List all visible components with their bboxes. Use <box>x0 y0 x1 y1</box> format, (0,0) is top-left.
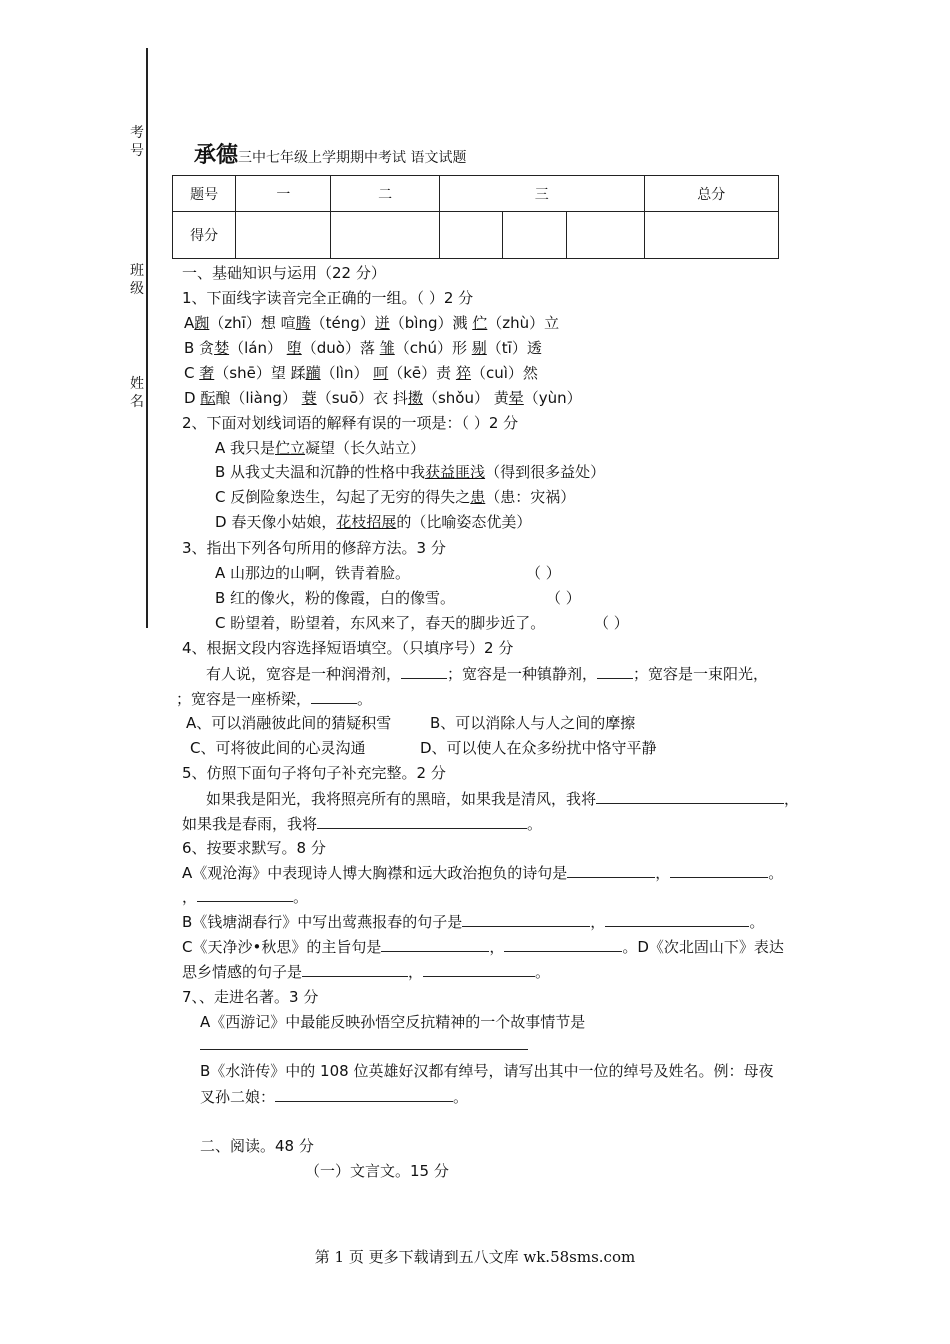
score-cell[interactable] <box>503 212 567 259</box>
q3-answer-c[interactable]: （ ） <box>594 614 629 632</box>
q6-blank[interactable] <box>197 887 293 902</box>
score-cell[interactable] <box>440 212 503 259</box>
q5-line1: 如果我是阳光，我将照亮所有的黑暗，如果我是清风，我将 ， <box>206 790 800 808</box>
score-cell[interactable] <box>236 212 331 259</box>
q3-stem: 3、指出下列各句所用的修辞方法。3 分 <box>182 539 446 557</box>
q3-item-b: B 红的像火，粉的像霞，白的像雪。 <box>215 589 456 607</box>
section1-heading: 一、基础知识与运用（22 分） <box>182 264 386 282</box>
q4-blank[interactable] <box>597 664 633 679</box>
q1-option-a: A踟（zhī）想 喧腾（téng）迸（bìng）溅 伫（zhù）立 <box>184 314 560 332</box>
q7-item-a: A《西游记》中最能反映孙悟空反抗精神的一个故事情节是 <box>200 1013 586 1031</box>
q6-stem: 6、按要求默写。8 分 <box>182 839 326 857</box>
q6-blank[interactable] <box>504 937 622 952</box>
title-rest: 三中七年级上学期期中考试 语文试题 <box>238 150 467 166</box>
side-label-exam-no: 考号 <box>130 125 144 159</box>
q3-answer-b[interactable]: （ ） <box>546 589 581 607</box>
score-header-cell: 一 <box>236 176 331 212</box>
q4-stem: 4、根据文段内容选择短语填空。（只填序号）2 分 <box>182 639 514 657</box>
q4-option-d: D、可以使人在众多纷扰中恪守平静 <box>420 739 657 757</box>
q4-option-a: A、可以消融彼此间的猜疑积雪 <box>186 714 392 732</box>
q7-item-b-cont: 叉孙二娘： 。 <box>200 1088 469 1106</box>
q5-line2: 如果我是春雨，我将 。 <box>182 815 543 833</box>
page-title <box>194 138 466 169</box>
q5-blank[interactable] <box>596 789 784 804</box>
score-cell[interactable] <box>644 212 778 259</box>
q7-answer-line[interactable] <box>200 1049 528 1050</box>
q1-option-b: B 贪婪（lán） 堕（duò）落 雏（chú）形 剔（tī）透 <box>184 339 542 357</box>
q2-option-c: C 反倒险象迭生，勾起了无穷的得失之患（患：灾祸） <box>215 488 576 506</box>
score-header-cell: 总分 <box>644 176 778 212</box>
q5-blank[interactable] <box>317 814 527 829</box>
side-label-name: 姓名 <box>130 376 144 410</box>
section2-heading: 二、阅读。48 分 <box>200 1137 314 1155</box>
q5-stem: 5、仿照下面句子将句子补充完整。2 分 <box>182 764 446 782</box>
score-header-cell: 三 <box>440 176 644 212</box>
q6-blank[interactable] <box>462 912 590 927</box>
q2-option-a: A 我只是伫立凝望（长久站立） <box>215 439 426 457</box>
q3-answer-a[interactable]: （ ） <box>526 564 561 582</box>
q2-stem: 2、下面对划线词语的解释有误的一项是：（ ）2 分 <box>182 414 519 432</box>
q6-item-a-cont: ， 。 <box>182 888 309 906</box>
q6-item-b: B《钱塘湖春行》中写出莺燕报春的句子是 ， 。 <box>182 913 765 931</box>
q7-blank[interactable] <box>275 1087 453 1102</box>
score-header-cell: 题号 <box>173 176 236 212</box>
q4-option-c: C、可将彼此间的心灵沟通 <box>190 739 366 757</box>
q1-option-d: D 酝酿（liàng） 蓑（suō）衣 抖擞（shǒu） 黄晕（yùn） <box>184 389 582 407</box>
q6-blank[interactable] <box>381 937 489 952</box>
q6-blank[interactable] <box>605 912 749 927</box>
score-table <box>172 175 779 259</box>
q6-item-a: A《观沧海》中表现诗人博大胸襟和远大政治抱负的诗句是 ， 。 <box>182 864 784 882</box>
q4-passage-line1: 有人说，宽容是一种润滑剂， ；宽容是一种镇静剂， ；宽容是一束阳光， <box>206 665 769 683</box>
q2-option-b: B 从我丈夫温和沉静的性格中我获益匪浅（得到很多益处） <box>215 463 606 481</box>
q6-blank[interactable] <box>302 962 408 977</box>
score-cell[interactable] <box>331 212 440 259</box>
section2-subheading: （一）文言文。15 分 <box>305 1162 449 1180</box>
q4-blank[interactable] <box>311 689 357 704</box>
binding-line <box>146 48 148 628</box>
q4-passage-line2: ；宽容是一座桥梁， 。 <box>176 690 373 708</box>
q3-item-c: C 盼望着，盼望着，东风来了，春天的脚步近了。 <box>215 614 546 632</box>
q4-option-b: B、可以消除人与人之间的摩擦 <box>430 714 636 732</box>
q7-item-b: B《水浒传》中的 108 位英雄好汉都有绰号，请写出其中一位的绰号及姓名。例：母夜 <box>200 1062 774 1080</box>
q7-stem: 7、、走进名著。3 分 <box>182 988 319 1006</box>
q6-item-c: C《天净沙•秋思》的主旨句是 ， 。D《次北固山下》表达 <box>182 938 784 956</box>
page-footer: 第 1 页 更多下载请到五八文库 wk.58sms.com <box>314 1248 636 1266</box>
q6-blank[interactable] <box>423 962 535 977</box>
q4-blank[interactable] <box>401 664 447 679</box>
q3-item-a: A 山那边的山啊，铁青着脸。 <box>215 564 411 582</box>
q1-stem: 1、下面线字读音完全正确的一组。（ ）2 分 <box>182 289 474 307</box>
title-big: 承德 <box>194 143 239 168</box>
score-header-cell: 二 <box>331 176 440 212</box>
q1-option-c: C 奢（shē）望 蹂躏（lìn） 呵（kē）责 猝（cuì）然 <box>184 364 538 382</box>
score-row-label: 得分 <box>173 212 236 259</box>
q6-blank[interactable] <box>567 863 655 878</box>
q6-blank[interactable] <box>670 863 768 878</box>
side-label-class: 班级 <box>130 263 144 297</box>
score-cell[interactable] <box>567 212 644 259</box>
q2-option-d: D 春天像小姑娘，花枝招展的（比喻姿态优美） <box>215 513 532 531</box>
q6-item-d: 思乡情感的句子是 ， 。 <box>182 963 551 981</box>
